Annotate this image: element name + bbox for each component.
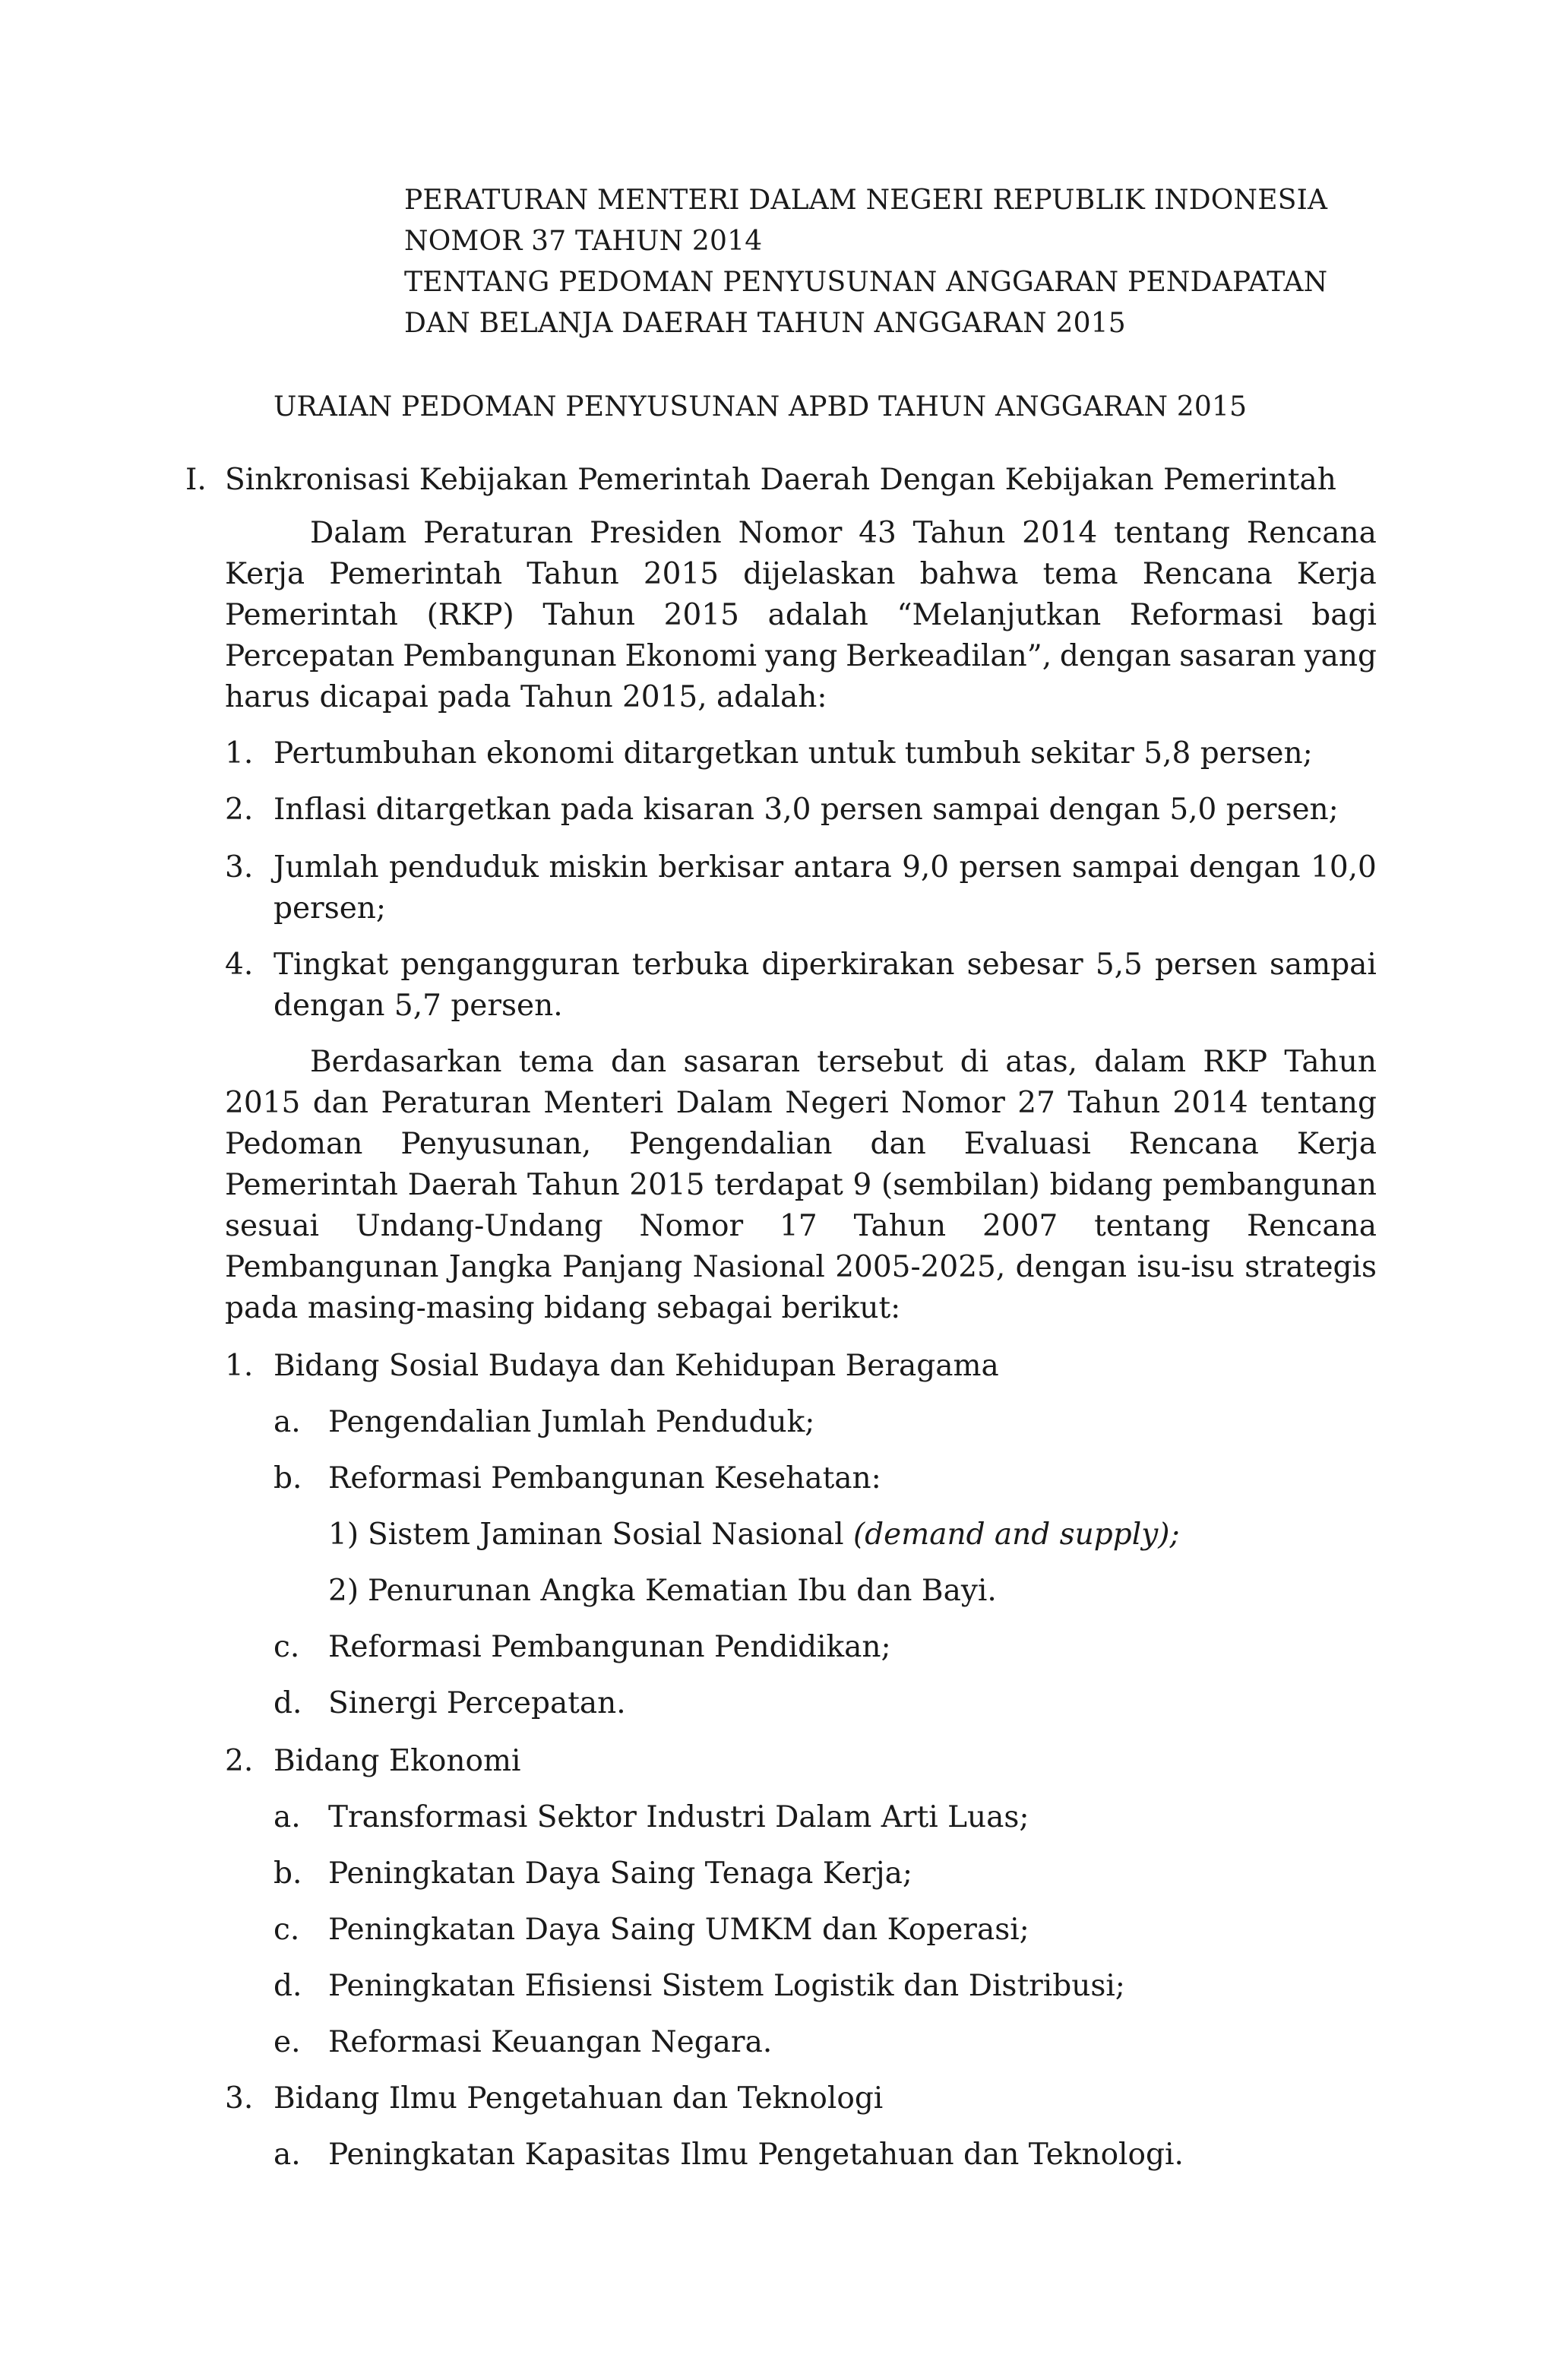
field-title: Bidang Ilmu Pengetahuan dan Teknologi bbox=[274, 2081, 884, 2116]
word: sampai bbox=[1269, 948, 1377, 982]
word: dan bbox=[312, 1086, 369, 1120]
word: isu-isu bbox=[1137, 1250, 1235, 1284]
field-subitem-number: 1) bbox=[328, 1518, 359, 1552]
word: Peraturan bbox=[381, 1086, 531, 1120]
field-item-letter: a. bbox=[274, 1800, 301, 1834]
field-item-letter: e. bbox=[274, 2025, 301, 2059]
section-title: Sinkronisasi Kebijakan Pemerintah Daerah Dengan Kebijakan Pemerintah bbox=[225, 463, 1336, 497]
word: Percepatan bbox=[225, 639, 395, 673]
word: Tahun bbox=[542, 598, 635, 632]
target-number: 2. bbox=[225, 793, 254, 827]
word: 2005-2025, bbox=[835, 1250, 1006, 1284]
word: Rencana bbox=[1142, 557, 1273, 591]
word: 2014 bbox=[1172, 1086, 1248, 1120]
word: Berkeadilan”, bbox=[846, 639, 1052, 673]
field-item-text: Reformasi Pembangunan Pendidikan; bbox=[328, 1630, 891, 1664]
target-text-continued: persen; bbox=[274, 891, 387, 926]
paragraph-1-line-1 bbox=[310, 518, 1377, 548]
field-number: 3. bbox=[225, 2081, 254, 2116]
word: Tahun bbox=[527, 557, 619, 591]
field-item-letter: b. bbox=[274, 1856, 302, 1891]
word: dan bbox=[610, 1045, 667, 1079]
field-item-text: Peningkatan Daya Saing UMKM dan Koperasi; bbox=[328, 1913, 1029, 1947]
word: 9,0 bbox=[902, 850, 950, 885]
word: 2015 bbox=[225, 1086, 301, 1120]
header-line-4: DAN BELANJA DAERAH TAHUN ANGGARAN 2015 bbox=[404, 308, 1126, 339]
word: pengangguran bbox=[400, 948, 620, 982]
document-subtitle: URAIAN PEDOMAN PENYUSUNAN APBD TAHUN ANGGARAN 2015 bbox=[274, 391, 1248, 423]
word: 2015 bbox=[629, 1168, 705, 1202]
paragraph-1-line-4 bbox=[225, 641, 1377, 671]
word: sesuai bbox=[225, 1209, 319, 1243]
word: persen bbox=[959, 850, 1062, 885]
target-text: Inflasi ditargetkan pada kisaran 3,0 persen sampai dengan 5,0 persen; bbox=[274, 793, 1339, 827]
paragraph-2-line-4 bbox=[225, 1170, 1377, 1200]
word: 43 bbox=[859, 516, 897, 550]
target-number: 3. bbox=[225, 850, 254, 885]
field-title: Bidang Ekonomi bbox=[274, 1744, 521, 1778]
word: Undang-Undang bbox=[355, 1209, 603, 1243]
word: Dalam bbox=[675, 1086, 773, 1120]
field-number: 1. bbox=[225, 1349, 254, 1383]
word: atas, bbox=[1005, 1045, 1078, 1079]
word: persen bbox=[1154, 948, 1257, 982]
paragraph-1-line-2 bbox=[225, 559, 1377, 589]
word: Berdasarkan bbox=[310, 1045, 502, 1079]
word: Kerja bbox=[225, 557, 305, 591]
paragraph-2-line-1 bbox=[310, 1047, 1377, 1077]
word: Nomor bbox=[901, 1086, 1005, 1120]
word: dijelaskan bbox=[743, 557, 896, 591]
word: adalah bbox=[767, 598, 868, 632]
field-item-text: Transformasi Sektor Industri Dalam Arti Luas; bbox=[328, 1800, 1029, 1834]
paragraph-1-line-3 bbox=[225, 600, 1377, 630]
word: Rencana bbox=[1128, 1127, 1259, 1161]
word: strategis bbox=[1244, 1250, 1377, 1284]
word: dengan bbox=[1189, 850, 1301, 885]
field-item-text: Sinergi Percepatan. bbox=[328, 1686, 626, 1720]
word: Peraturan bbox=[423, 516, 574, 550]
word: berkisar bbox=[658, 850, 784, 885]
header-line-2: NOMOR 37 TAHUN 2014 bbox=[404, 226, 763, 257]
word: Pemerintah bbox=[225, 1168, 398, 1202]
word: RKP bbox=[1203, 1045, 1268, 1079]
word: tema bbox=[1042, 557, 1118, 591]
paragraph-2-line-6 bbox=[225, 1252, 1377, 1282]
word: 5,5 bbox=[1095, 948, 1143, 982]
word: Penyusunan, bbox=[400, 1127, 592, 1161]
field-item-text: Reformasi Keuangan Negara. bbox=[328, 2025, 773, 2059]
field-subitem-number: 2) bbox=[328, 1574, 359, 1608]
header-line-1: PERATURAN MENTERI DALAM NEGERI REPUBLIK INDONESIA bbox=[404, 185, 1328, 216]
word: Daerah bbox=[407, 1168, 518, 1202]
word: tentang bbox=[1114, 516, 1231, 550]
word: tema bbox=[518, 1045, 594, 1079]
word: bagi bbox=[1311, 598, 1377, 632]
target-text bbox=[274, 950, 1377, 980]
word: 27 bbox=[1017, 1086, 1055, 1120]
word: Rencana bbox=[1246, 516, 1377, 550]
word: Reformasi bbox=[1129, 598, 1283, 632]
word: Tahun bbox=[1284, 1045, 1377, 1079]
word: Menteri bbox=[543, 1086, 664, 1120]
word: yang bbox=[1304, 639, 1377, 673]
word: 2015 bbox=[663, 598, 739, 632]
word: Ekonomi bbox=[625, 639, 757, 673]
word: Presiden bbox=[590, 516, 722, 550]
word: (sembilan) bbox=[881, 1168, 1040, 1202]
word: Dalam bbox=[310, 516, 407, 550]
target-number: 4. bbox=[225, 948, 254, 982]
field-number: 2. bbox=[225, 1744, 254, 1778]
word: Pedoman bbox=[225, 1127, 363, 1161]
word: dalam bbox=[1094, 1045, 1187, 1079]
word: Nomor bbox=[738, 516, 843, 550]
word: Tahun bbox=[912, 516, 1006, 550]
word: Tahun bbox=[853, 1209, 947, 1243]
paragraph-2-line-2 bbox=[225, 1088, 1377, 1118]
field-subitem-text: Penurunan Angka Kematian Ibu dan Bayi. bbox=[368, 1574, 997, 1608]
word: sasaran bbox=[1179, 639, 1296, 673]
field-item-letter: c. bbox=[274, 1630, 300, 1664]
word: Pembangunan bbox=[403, 639, 617, 673]
word: Tingkat bbox=[274, 948, 389, 982]
word: pembangunan bbox=[1162, 1168, 1377, 1202]
field-item-letter: a. bbox=[274, 2138, 301, 2172]
field-subitem-italic: (demand and supply); bbox=[852, 1518, 1180, 1552]
field-item-letter: c. bbox=[274, 1913, 300, 1947]
word: bidang bbox=[1049, 1168, 1153, 1202]
word: Kerja bbox=[1296, 557, 1377, 591]
word: 2015 bbox=[643, 557, 719, 591]
field-item-text: Peningkatan Efisiensi Sistem Logistik dan Distribusi; bbox=[328, 1969, 1125, 2003]
target-text: Pertumbuhan ekonomi ditargetkan untuk tumbuh sekitar 5,8 persen; bbox=[274, 736, 1313, 771]
section-marker: I. bbox=[185, 463, 207, 497]
field-subitem-text: Sistem Jaminan Sosial Nasional (demand and supply); bbox=[368, 1518, 1180, 1552]
word: dengan bbox=[1059, 639, 1172, 673]
header-line-3: TENTANG PEDOMAN PENYUSUNAN ANGGARAN PENDAPATAN bbox=[404, 267, 1328, 298]
field-item-text: Peningkatan Kapasitas Ilmu Pengetahuan dan Teknologi. bbox=[328, 2138, 1184, 2172]
field-item-text: Reformasi Pembangunan Kesehatan: bbox=[328, 1461, 881, 1495]
word: tersebut bbox=[817, 1045, 944, 1079]
target-text-continued: dengan 5,7 persen. bbox=[274, 989, 563, 1023]
word: Pengendalian bbox=[629, 1127, 833, 1161]
word: (RKP) bbox=[426, 598, 514, 632]
word: yang bbox=[764, 639, 838, 673]
word: Jangka bbox=[448, 1250, 552, 1284]
paragraph-2-line-3 bbox=[225, 1129, 1377, 1159]
word: Pemerintah bbox=[329, 557, 503, 591]
word: sasaran bbox=[683, 1045, 801, 1079]
word: 17 bbox=[780, 1209, 818, 1243]
target-text bbox=[274, 850, 1377, 885]
target-number: 1. bbox=[225, 736, 254, 771]
field-title: Bidang Sosial Budaya dan Kehidupan Beragama bbox=[274, 1349, 999, 1383]
word: Nasional bbox=[692, 1250, 825, 1284]
field-item-text: Pengendalian Jumlah Penduduk; bbox=[328, 1405, 815, 1439]
word: 2014 bbox=[1022, 516, 1098, 550]
word: Tahun bbox=[1067, 1086, 1160, 1120]
word: Kerja bbox=[1296, 1127, 1377, 1161]
word: Panjang bbox=[562, 1250, 683, 1284]
paragraph-1-line-5: harus dicapai pada Tahun 2015, adalah: bbox=[225, 680, 827, 714]
paragraph-2-line-5 bbox=[225, 1211, 1377, 1241]
word: sebesar bbox=[966, 948, 1083, 982]
word: 2007 bbox=[982, 1209, 1058, 1243]
paragraph-2-line-7: pada masing-masing bidang sebagai berikut: bbox=[225, 1291, 901, 1325]
field-item-text: Peningkatan Daya Saing Tenaga Kerja; bbox=[328, 1856, 913, 1891]
word: Negeri bbox=[785, 1086, 889, 1120]
field-item-letter: a. bbox=[274, 1405, 301, 1439]
word: diperkirakan bbox=[761, 948, 955, 982]
field-item-letter: b. bbox=[274, 1461, 302, 1495]
word: Rencana bbox=[1246, 1209, 1377, 1243]
field-item-letter: d. bbox=[274, 1686, 302, 1720]
word: Evaluasi bbox=[963, 1127, 1091, 1161]
word: terdapat bbox=[714, 1168, 843, 1202]
word: dengan bbox=[1015, 1250, 1127, 1284]
word: Jumlah bbox=[274, 850, 379, 885]
word: antara bbox=[793, 850, 892, 885]
word: tentang bbox=[1260, 1086, 1377, 1120]
word: Nomor bbox=[639, 1209, 744, 1243]
word: Tahun bbox=[527, 1168, 620, 1202]
field-item-letter: d. bbox=[274, 1969, 302, 2003]
word: sampai bbox=[1071, 850, 1179, 885]
word: “Melanjutkan bbox=[897, 598, 1102, 632]
word: 10,0 bbox=[1311, 850, 1377, 885]
word: miskin bbox=[549, 850, 649, 885]
word: 9 bbox=[852, 1168, 872, 1202]
word: tentang bbox=[1094, 1209, 1211, 1243]
word: bahwa bbox=[919, 557, 1019, 591]
word: Pembangunan bbox=[225, 1250, 439, 1284]
word: terbuka bbox=[631, 948, 750, 982]
word: dan bbox=[870, 1127, 926, 1161]
word: di bbox=[960, 1045, 989, 1079]
word: Pemerintah bbox=[225, 598, 398, 632]
word: penduduk bbox=[388, 850, 539, 885]
